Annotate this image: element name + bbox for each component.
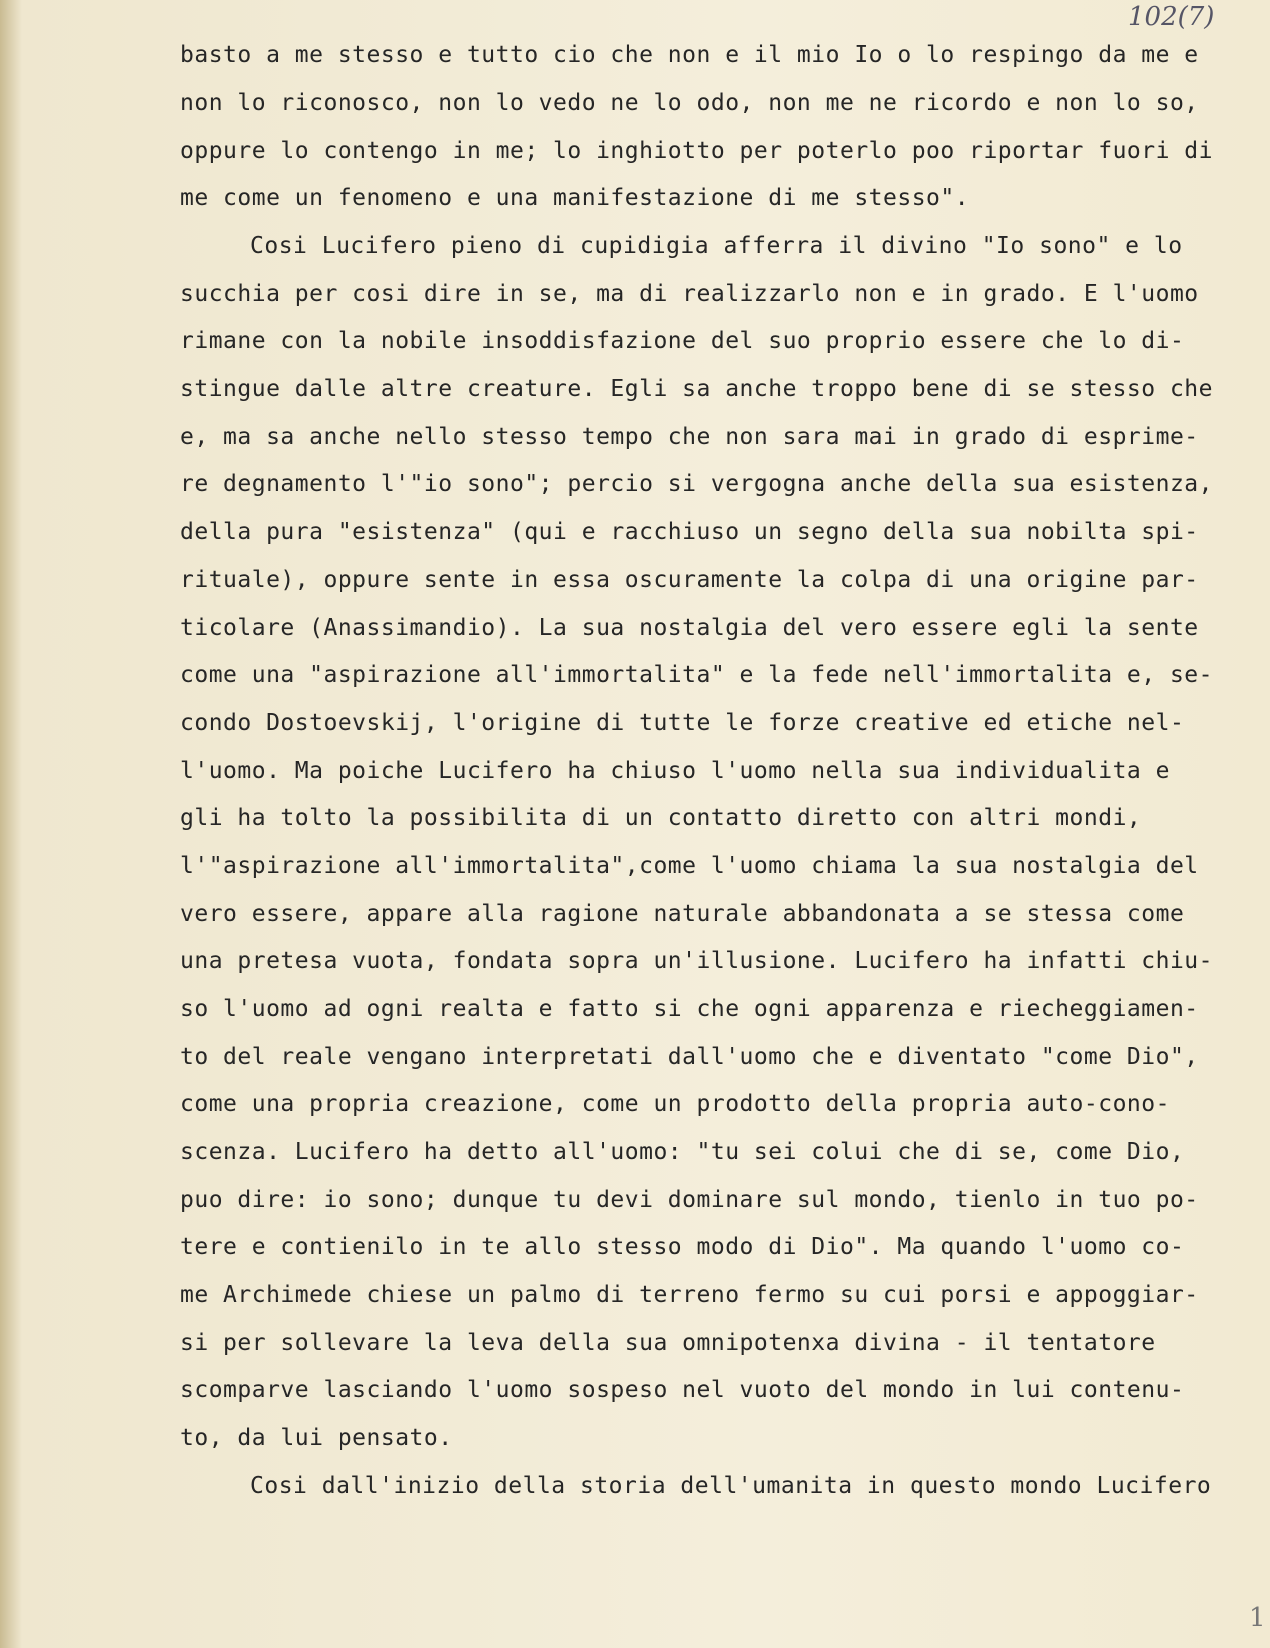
text-line: succhia per cosi dire in se, ma di realizzarlo non e in grado. E l'uomo [180, 281, 1199, 307]
text-line: to, da lui pensato. [180, 1425, 453, 1451]
text-line: scomparve lasciando l'uomo sospeso nel vuoto del mondo in lui contenu- [180, 1377, 1185, 1403]
paragraph-start-line: Cosi Lucifero pieno di cupidigia afferra il divino "Io sono" e lo [250, 233, 1183, 259]
text-line: tere e contienilo in te allo stesso modo di Dio". Ma quando l'uomo co- [180, 1234, 1185, 1260]
corner-mark: 1 [1249, 1603, 1266, 1633]
text-line: me come un fenomeno e una manifestazione di me stesso". [180, 185, 970, 211]
text-line: una pretesa vuota, fondata sopra un'illusione. Lucifero ha infatti chiu- [180, 948, 1213, 974]
page-number: 102(7) [1128, 2, 1215, 32]
text-line: to del reale vengano interpretati dall'uomo che e diventato "come Dio", [180, 1044, 1199, 1070]
text-line: non lo riconosco, non lo vedo ne lo odo, non me ne ricordo e non lo so, [180, 90, 1199, 116]
text-line: condo Dostoevskij, l'origine di tutte le forze creative ed etiche nel- [180, 710, 1185, 736]
text-line: l'uomo. Ma poiche Lucifero ha chiuso l'uomo nella sua individualita e [180, 758, 1170, 784]
text-line: come una propria creazione, come un prodotto della propria auto-cono- [180, 1091, 1170, 1117]
text-line: me Archimede chiese un palmo di terreno fermo su cui porsi e appoggiar- [180, 1282, 1199, 1308]
text-line: rimane con la nobile insoddisfazione del suo proprio essere che lo di- [180, 328, 1185, 354]
text-line: scenza. Lucifero ha detto all'uomo: "tu sei colui che di se, come Dio, [180, 1139, 1185, 1165]
text-line: si per sollevare la leva della sua omnipotenxa divina - il tentatore [180, 1330, 1156, 1356]
text-line: so l'uomo ad ogni realta e fatto si che ogni apparenza e riecheggiamen- [180, 996, 1199, 1022]
text-line: l'"aspirazione all'immortalita",come l'uomo chiama la sua nostalgia del [180, 853, 1199, 879]
text-line: ticolare (Anassimandio). La sua nostalgia del vero essere egli la sente [180, 615, 1199, 641]
text-line: puo dire: io sono; dunque tu devi dominare sul mondo, tienlo in tuo po- [180, 1187, 1199, 1213]
text-line: vero essere, appare alla ragione naturale abbandonata a se stessa come [180, 901, 1185, 927]
text-line: stingue dalle altre creature. Egli sa anche troppo bene di se stesso che [180, 376, 1213, 402]
paragraph-start-line: Cosi dall'inizio della storia dell'umanita in questo mondo Lucifero [250, 1473, 1212, 1499]
text-line: gli ha tolto la possibilita di un contatto diretto con altri mondi, [180, 805, 1142, 831]
text-line: rituale), oppure sente in essa oscuramente la colpa di una origine par- [180, 567, 1199, 593]
text-line: oppure lo contengo in me; lo inghiotto per poterlo poo riportar fuori di [180, 138, 1213, 164]
text-line: come una "aspirazione all'immortalita" e la fede nell'immortalita e, se- [180, 662, 1213, 688]
text-line: e, ma sa anche nello stesso tempo che non sara mai in grado di esprime- [180, 424, 1199, 450]
text-line: della pura "esistenza" (qui e racchiuso un segno della sua nobilta spi- [180, 519, 1199, 545]
text-line: basto a me stesso e tutto cio che non e il mio Io o lo respingo da me e [180, 42, 1199, 68]
text-line: re degnamento l'"io sono"; percio si vergogna anche della sua esistenza, [180, 471, 1213, 497]
